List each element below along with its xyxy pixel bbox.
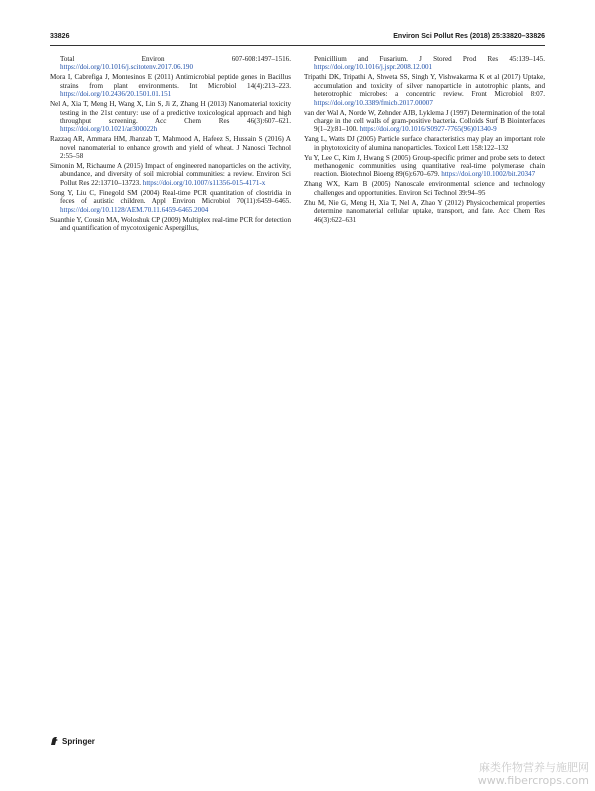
reference-entry [50,55,291,72]
reference-entry [50,216,291,233]
reference-text: Nel A, Xia T, Meng H, Wang X, Lin S, Ji Z, Zhang H (2013) Nanomaterial toxicity testing in the 21st century: use of a predictive toxicological approach and high throughput screening. Acc Chem Res 46(3):607–621. [50,100,291,125]
springer-horse-icon [50,736,59,746]
doi-link[interactable]: https://doi.org/10.1128/AEM.70.11.6459-6465.2004 [60,205,209,214]
header-rule [50,45,545,46]
page-header [50,33,545,45]
reference-entry [304,154,545,179]
reference-entry [50,100,291,134]
journal-reference: Environ Sci Pollut Res (2018) 25:33820–33826 [393,33,545,40]
reference-entry [50,73,291,98]
reference-text: Zhang WX, Karn B (2005) Nanoscale environmental science and technology challenges and opportunities. Environ Sci Technol 39:94–95 [304,180,545,197]
reference-column-right [304,55,545,225]
doi-link[interactable]: https://doi.org/10.1002/bit.20347 [441,170,536,179]
doi-link[interactable]: https://doi.org/10.1021/ar300022h [60,125,158,134]
doi-link[interactable]: https://doi.org/10.2436/20.1501.01.151 [60,90,172,99]
reference-entry [304,109,545,134]
reference-entry [304,135,545,152]
reference-column-left [50,55,291,234]
doi-link[interactable]: https://doi.org/10.1016/S0927-7765(96)01340-9 [359,125,497,134]
reference-text: Razzaq AR, Ammara HM, Jhanzab T, Mahmood A, Hafeez S, Hussain S (2016) A novel nanomaterial to enhance growth and yield of wheat. J Nanosci Technol 2:55–58 [50,135,291,161]
publisher-name: Springer [62,736,95,746]
reference-entry [50,189,291,214]
reference-entry [304,73,545,107]
doi-link[interactable]: https://doi.org/10.1016/j.scitotenv.2017.06.190 [60,63,194,72]
reference-text: Simonin M, Richaume A (2015) Impact of engineered nanoparticles on the activity, abundance, and diversity of soil microbial communities: a review. Environ Sci Pollut Res 22:13710–13723. [50,162,291,187]
reference-text: Zhu M, Nie G, Meng H, Xia T, Nel A, Zhao Y (2012) Physicochemical properties determine nanomaterial cellular uptake, transport, and fate. Acc Chem Res 46(3):622–631 [304,198,545,224]
reference-entry [304,199,545,224]
reference-text: van der Wal A, Norde W, Zehnder AJB, Lyklema J (1997) Determination of the total charge in the cell walls of gram-positive bacteria. Colloids Surf B Biointerfaces 9(1–2):81–100. [304,108,545,134]
reference-text: Yang L, Watts DJ (2005) Particle surface characteristics may play an important role in phytotoxicity of alumina nanoparticles. Toxicol Lett 158:122–132 [304,135,545,152]
reference-text: Penicillium and Fusarium. J Stored Prod Res 45:139–145. [314,55,545,63]
doi-link[interactable]: https://doi.org/10.1007/s11356-015-4171-x [142,178,266,187]
reference-entry [50,162,291,187]
doi-link[interactable]: https://doi.org/10.3389/fmicb.2017.00007 [314,98,433,107]
reference-entry [304,55,545,72]
reference-text: Mora I, Cabrefiga J, Montesinos E (2011) Antimicrobial peptide genes in Bacillus strains from plant environments. Int Microbiol 14(4):213–223. [50,73,291,90]
watermark [478,761,589,787]
page-number: 33826 [50,33,70,40]
watermark-line-1: 麻类作物营养与施肥网 [479,761,589,774]
watermark-line-2: www.fibercrops.com [477,774,589,787]
reference-entry [304,180,545,197]
reference-text: Suanthie Y, Cousin MA, Woloshuk CP (2009) Multiplex real-time PCR for detection and quantification of mycotoxigenic Aspergillus, [50,215,291,232]
page-footer [50,736,95,746]
reference-text: Tripathi DK, Tripathi A, Shweta SS, Singh Y, Vishwakarma K et al (2017) Uptake, accumulation and toxicity of silver nanoparticle in autotrophic plants, and heterotrophic microbes: a concentric review. Front Microbiol 8:07. [304,73,545,99]
reference-entry [50,135,291,160]
reference-text: Total Environ 607-608:1497–1516. [60,55,291,63]
doi-link[interactable]: https://doi.org/10.1016/j.jspr.2008.12.001 [314,63,433,72]
reference-text: Yu Y, Lee C, Kim J, Hwang S (2005) Group-specific primer and probe sets to detect methanogenic communities using quantitative real-time polymerase chain reaction. Biotechnol Bioeng 89(6):670–679. [304,153,545,179]
reference-text: Song Y, Liu C, Finegold SM (2004) Real-time PCR quantitation of clostridia in feces of autistic children. Appl Environ Microbiol 70(11):6459–6465. [50,188,291,206]
